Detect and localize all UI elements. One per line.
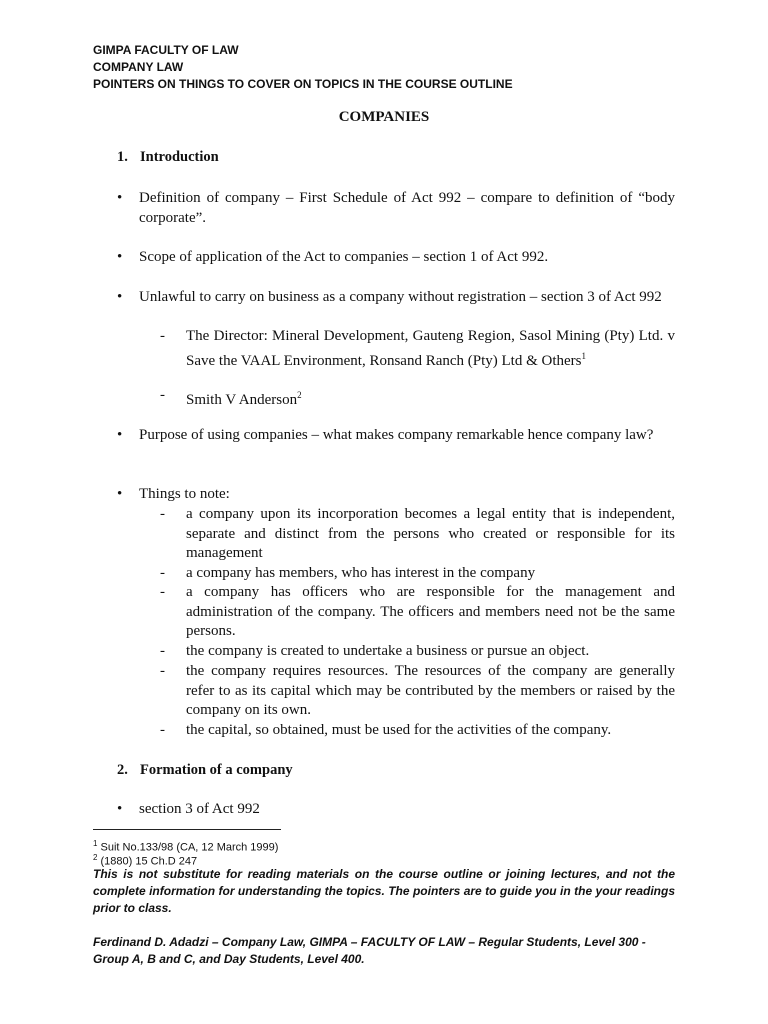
bullet-glyph: • bbox=[117, 190, 123, 206]
note-text: a company has members, who has interest in the company bbox=[186, 565, 536, 581]
footnote-text: Suit No.133/98 (CA, 12 March 1999) bbox=[100, 841, 279, 854]
bullet-text: Definition of company – First Schedule of Act 992 – compare to definition of “body corporate”. bbox=[139, 190, 675, 226]
note-text: a company upon its incorporation becomes a legal entity that is independent, separate and distinct from the persons who created or responsible for its management bbox=[186, 506, 675, 561]
case-item bbox=[160, 327, 675, 371]
section-heading-introduction bbox=[117, 149, 219, 166]
bullet-text: Unlawful to carry on business as a company without registration – section 3 of Act 992 bbox=[139, 289, 662, 305]
section-number: 2. bbox=[117, 762, 128, 778]
footnote-number: 1 bbox=[93, 839, 98, 848]
bullet-things-to-note bbox=[117, 485, 675, 505]
header-institution: GIMPA FACULTY OF LAW bbox=[93, 43, 239, 57]
bullet-text: section 3 of Act 992 bbox=[139, 801, 260, 817]
header-subtitle: POINTERS ON THINGS TO COVER ON TOPICS IN THE COURSE OUTLINE bbox=[93, 77, 513, 91]
note-item bbox=[160, 642, 675, 662]
section-heading-formation bbox=[117, 762, 293, 779]
page-footer: Ferdinand D. Adadzi – Company Law, GIMPA – FACULTY OF LAW – Regular Students, Level 300 - Group A, B and C, and Day Students, Level 400. bbox=[93, 935, 646, 966]
bullet-scope bbox=[117, 248, 675, 268]
note-item bbox=[160, 564, 675, 584]
footnote-text: (1880) 15 Ch.D 247 bbox=[100, 855, 198, 868]
footnote-number: 2 bbox=[93, 853, 98, 862]
note-text: the company requires resources. The resources of the company are generally refer to as its capital which may be contributed by the members or raised by the company on its own. bbox=[186, 663, 675, 718]
case-item bbox=[160, 386, 675, 411]
dash-glyph: - bbox=[160, 643, 165, 659]
bullet-section-3 bbox=[117, 800, 675, 820]
footnote-ref: 1 bbox=[581, 350, 587, 361]
page-title: COMPANIES bbox=[338, 109, 430, 125]
dash-glyph: - bbox=[160, 663, 165, 679]
section-number: 1. bbox=[117, 149, 128, 165]
dash-glyph: - bbox=[160, 387, 165, 403]
bullet-text: Scope of application of the Act to companies – section 1 of Act 992. bbox=[139, 249, 549, 265]
note-item bbox=[160, 505, 675, 564]
bullet-glyph: • bbox=[117, 427, 123, 443]
note-item bbox=[160, 721, 675, 741]
document-header bbox=[93, 42, 513, 93]
dash-glyph: - bbox=[160, 565, 165, 581]
bullet-unlawful bbox=[117, 288, 675, 308]
footnote-divider bbox=[93, 829, 281, 830]
note-text: the capital, so obtained, must be used for the activities of the company. bbox=[186, 722, 612, 738]
bullet-glyph: • bbox=[117, 801, 123, 817]
case-text-wrap bbox=[186, 327, 675, 371]
bullet-glyph: • bbox=[117, 486, 123, 502]
bullet-definition bbox=[117, 189, 675, 228]
bullet-glyph: • bbox=[117, 249, 123, 265]
bullet-glyph: • bbox=[117, 289, 123, 305]
bullet-text: Purpose of using companies – what makes company remarkable hence company law? bbox=[139, 427, 654, 443]
note-text: a company has officers who are responsible for the management and administration of the company. The officers and members need not be the same persons. bbox=[186, 584, 675, 639]
dash-glyph: - bbox=[160, 328, 165, 344]
section-title: Introduction bbox=[140, 149, 219, 165]
dash-glyph: - bbox=[160, 584, 165, 600]
header-course: COMPANY LAW bbox=[93, 60, 184, 74]
dash-glyph: - bbox=[160, 506, 165, 522]
case-text: Smith V Anderson bbox=[186, 392, 298, 408]
case-text: The Director: Mineral Development, Gauteng Region, Sasol Mining (Pty) Ltd. v Save the VAAL Environment, Ronsand Ranch (Pty) Ltd & Others bbox=[186, 328, 675, 369]
case-text-wrap bbox=[186, 386, 675, 411]
bullet-purpose bbox=[117, 426, 675, 446]
note-item bbox=[160, 662, 675, 721]
note-item bbox=[160, 583, 675, 642]
dash-glyph: - bbox=[160, 722, 165, 738]
section-title: Formation of a company bbox=[140, 762, 293, 778]
footnote-ref: 2 bbox=[297, 390, 302, 400]
bullet-text: Things to note: bbox=[139, 486, 230, 502]
disclaimer: This is not substitute for reading materials on the course outline or joining lectures, and not the complete information for understanding the topics. The pointers are to guide you in the your readings prior to class. bbox=[93, 867, 675, 915]
note-text: the company is created to undertake a business or pursue an object. bbox=[186, 643, 590, 659]
